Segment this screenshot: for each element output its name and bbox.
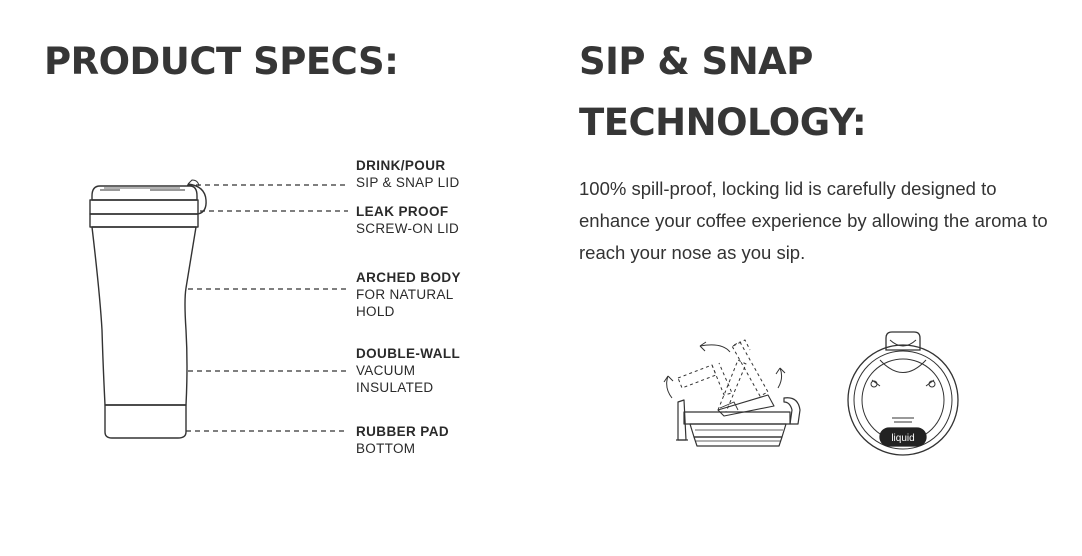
lid-liquid-label: liquid bbox=[891, 433, 915, 444]
callout-heading: ARCHED BODY bbox=[356, 270, 461, 285]
callout-line: BOTTOM bbox=[356, 441, 416, 456]
tumbler-illustration bbox=[90, 180, 206, 438]
callout-heading: LEAK PROOF bbox=[356, 204, 449, 219]
callout-heading: DRINK/POUR bbox=[356, 158, 446, 173]
callout-line: SCREW-ON LID bbox=[356, 221, 460, 236]
lid-side-illustration bbox=[664, 340, 800, 446]
callout-line: INSULATED bbox=[356, 380, 434, 395]
leader-lines bbox=[186, 185, 348, 431]
product-specs-title: PRODUCT SPECS: bbox=[44, 40, 399, 83]
callout-line: VACUUM bbox=[356, 363, 416, 378]
callout-heading: RUBBER PAD bbox=[356, 424, 450, 439]
sip-snap-title-line1: SIP & SNAP bbox=[579, 40, 813, 83]
callout-line: FOR NATURAL bbox=[356, 287, 454, 302]
callout-line: HOLD bbox=[356, 304, 395, 319]
callout-line: SIP & SNAP LID bbox=[356, 175, 460, 190]
sip-snap-title-line2: TECHNOLOGY: bbox=[579, 101, 867, 144]
sip-snap-description: 100% spill-proof, locking lid is carefully designed to enhance your coffee experience by allowing the aroma to reach your nose as you sip. bbox=[579, 178, 1048, 263]
callout-heading: DOUBLE-WALL bbox=[356, 346, 461, 361]
